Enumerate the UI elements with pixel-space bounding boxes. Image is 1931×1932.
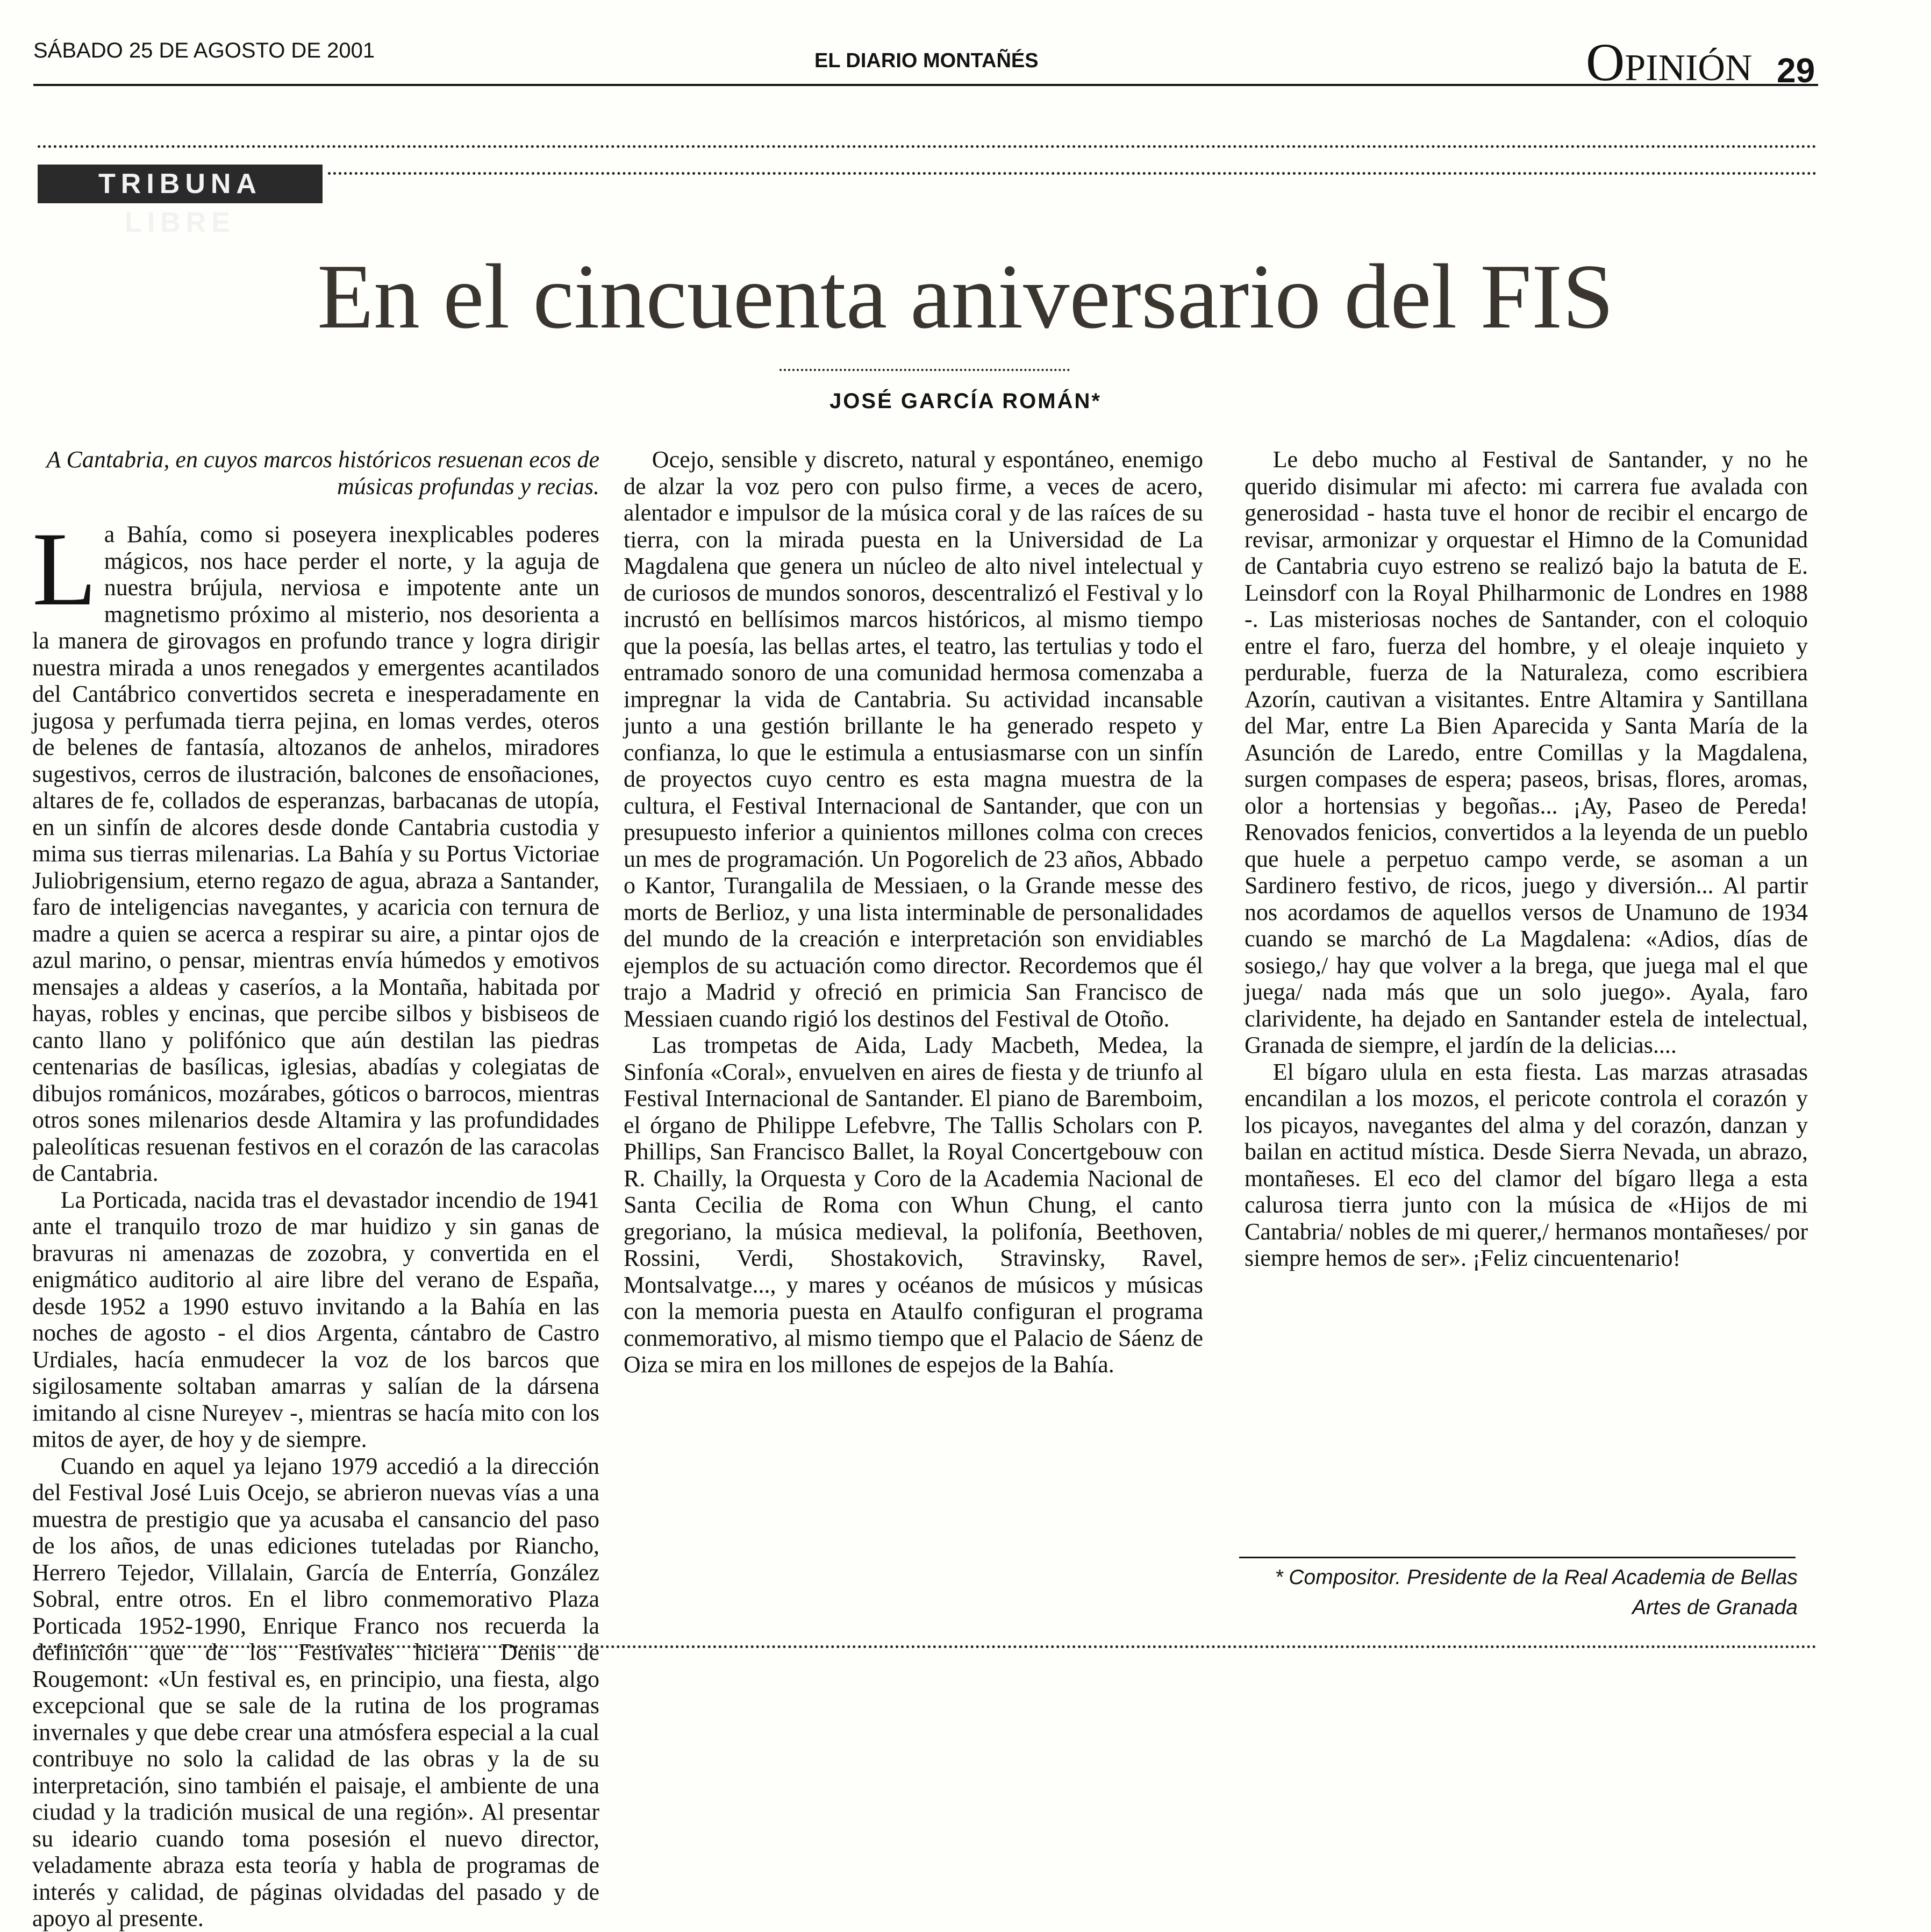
footnote-rule (1239, 1557, 1796, 1558)
paragraph: Le debo mucho al Festival de Santander, y no he querido disimular mi afecto: mi carrera fue avalada con generosidad - hasta tuve el honor de recibir el encargo de revisar, armonizar y orquestar el Himno de la Comunidad de Cantabria cuyo estreno se realizó bajo la batuta de E. Leinsdorf con la Royal Philharmonic de Londres en 1988 -. Las misteriosas noches de Santander, con el coloquio entre el faro, fuerza del hombre, y el oleaje inquieto y perdurable, fuerza de la Naturaleza, como escribiera Azorín, cautivan a visitantes. Entre Altamira y Santillana del Mar, entre La Bien Aparecida y Santa María de la Asunción de Laredo, entre Comillas y la Magdalena, surgen compases de espera; paseos, brisas, flores, aromas, olor a hortensias y begoñas... ¡Ay, Paseo de Pereda! Renovados fenicios, convertidos a la leyenda de un pueblo que huele a perpetuo campo verde, se asoman a un Sardinero festivo, de ricos, juego y diversión... Al partir nos acordamos de aquellos versos de Unamuno de 1934 cuando se marchó de La Magdalena: «Adios, días de sosiego,/ hay que volver a la brega, que juega mal el que juega/ nada más que un solo juego». Ayala, faro clarividente, ha dejado en Santander estela de intelectual, Granada de siempre, el jardín de la delicias.... (1245, 446, 1808, 1058)
column-2 (624, 446, 1203, 1378)
header-date: SÁBADO 25 DE AGOSTO DE 2001 (33, 39, 375, 62)
drop-cap: L (32, 511, 97, 628)
page-number: 29 (1777, 51, 1815, 90)
dedication: A Cantabria, en cuyos marcos históricos resuenan ecos de músicas profundas y recias. (46, 446, 599, 500)
header-rule (33, 84, 1818, 86)
dotted-separator-badge (328, 172, 1817, 175)
newspaper-name: EL DIARIO MONTAÑÉS (814, 49, 1039, 72)
column-1 (32, 446, 599, 1932)
author-footnote: * Compositor. Presidente de la Real Academia de Bellas Artes de Granada (1275, 1566, 1798, 1619)
paragraph: El bígaro ulula en esta fiesta. Las marzas atrasadas encandilan a los mozos, el pericote controla el corazón y los picayos, navegantes del alma y del corazón, danzan y bailan en actitud mística. Desde Sierra Nevada, un abrazo, montañeses. El eco del clamor del bígaro llega a esta calurosa tierra junto con la música de «Hijos de mi Cantabria/ nobles de mi querer,/ hermanos montañeses/ por siempre hemos de ser». ¡Feliz cincuentenario! (1245, 1058, 1808, 1271)
byline: JOSÉ GARCÍA ROMÁN* (829, 389, 1102, 413)
paragraph: La Porticada, nacida tras el devastador incendio de 1941 ante el tranquilo trozo de mar huidizo y sin ganas de bravuras ni amenazas de zozobra, y convertida en el enigmático auditorio al aire libre del verano de España, desde 1952 a 1990 estuvo invitando a la Bahía en las noches de agosto - el dios Argenta, cántabro de Castro Urdiales, hacía enmudecer la voz de los barcos que sigilosamente soltaban amarras y salían de la dársena imitando al cisne Nureyev -, mientras se hacía mito con los mitos de ayer, de hoy y de siempre. (32, 1186, 599, 1452)
dotted-separator-bottom (38, 1645, 1817, 1648)
section-title: Opinión (1586, 32, 1753, 92)
column-3 (1245, 446, 1808, 1272)
paragraph: Ocejo, sensible y discreto, natural y espontáneo, enemigo de alzar la voz pero con pulso firme, a veces de acero, alentador e impulsor de la música coral y de las raíces de su tierra, con la mirada puesta en la Universidad de La Magdalena que genera un núcleo de alto nivel intelectual y de curiosos de mundos sonoros, descentralizó el Festival y lo incrustó en bellísimos marcos históricos, al mismo tiempo que la poesía, las bellas artes, el teatro, las tertulias y todo el entramado sonoro de una comunidad hermosa comenzaba a impregnar la vida de Cantabria. Su actividad incansable junto a una gestión brillante le ha generado respeto y confianza, lo que le estimula a entusiasmarse con un sinfín de proyectos cuyo centro es esta magna muestra de la cultura, el Festival Internacional de Santander, que con un presupuesto inferior a quinientos millones colma con creces un mes de programación. Un Pogorelich de 23 años, Abbado o Kantor, Turangalila de Messiaen, o la Grande messe des morts de Berlioz, y una lista interminable de personalidades del mundo de la creación e interpretación son envidiables ejemplos de su actuación como director. Recordemos que él trajo a Madrid y ofreció en primicia San Francisco de Messiaen cuando rigió los destinos del Festival de Otoño. (624, 446, 1203, 1032)
dotted-separator-top (38, 145, 1817, 148)
paragraph: a Bahía, como si poseyera inexplicables poderes mágicos, nos hace perder el norte, y la aguja de nuestra brújula, nerviosa e impotente ante un magnetismo próximo al misterio, nos desorienta a la manera de girovagos en profundo trance y logra dirigir nuestra mirada a unos renegados y emergentes acantilados del Cantábrico convertidos secreta e inesperadamente en jugosa y perfumada tierra pejina, en lomas verdes, oteros de belenes de fantasía, altozanos de anhelos, miradores sugestivos, cerros de ilustración, balcones de ensoñaciones, altares de fe, collados de esperanzas, barbacanas de utopía, en un sinfín de alcores desde donde Cantabria custodia y mima sus tierras milenarias. La Bahía y su Portus Victoriae Juliobrigensium, eterno regazo de agua, abraza a Santander, faro de inteligencias navegantes, y acaricia con ternura de madre a quien se acerca a respirar su aire, a pintar ojos de azul marino, o pensar, mientras envía húmedos y emotivos mensajes a aldeas y caseríos, a la Montaña, habitada por hayas, robles y encinas, que percibe silbos y bisbiseos de canto llano y polifónico que aún destilan las piedras centenarias de basílicas, iglesias, abadías y colegiatas de dibujos románicos, mozárabes, góticos o barrocos, mientras otros sones milenarios desde Altamira y las profundidades paleolíticas resuenan festivos en el corazón de las caracolas de Cantabria. (32, 521, 599, 1186)
article-title: En el cincuenta aniversario del FIS (317, 246, 1614, 348)
article-body (0, 446, 1931, 1931)
tribuna-libre-badge: TRIBUNA LIBRE (38, 165, 323, 203)
paragraph: Cuando en aquel ya lejano 1979 accedió a la dirección del Festival José Luis Ocejo, se abrieron nuevas vías a una muestra de prestigio que ya acusaba el cansancio del paso de los años, de unas ediciones tuteladas por Riancho, Herrero Tejedor, Villalain, García de Enterría, González Sobral, entre otros. En el libro conmemorativo Plaza Porticada 1952-1990, Enrique Franco nos recuerda la definición que de los Festivales hiciera Denis de Rougemont: «Un festival es, en principio, una fiesta, algo excepcional que se sale de la rutina de los programas invernales y que debe crear una atmósfera especial a la cual contribuye no solo la calidad de las obras y la de su interpretación, sino también el paisaje, el ambiente de una ciudad y la tradición musical de una región». Al presentar su ideario cuando toma posesión el nuevo director, veladamente abraza esta teoría y habla de programas de interés y calidad, de páginas olvidadas del pasado y de apoyo al presente. (32, 1452, 599, 1931)
title-dotted-rule (779, 369, 1070, 371)
paragraph: Las trompetas de Aida, Lady Macbeth, Medea, la Sinfonía «Coral», envuelven en aires de fiesta y de triunfo al Festival Internacional de Santander. El piano de Baremboim, el órgano de Philippe Lefebvre, The Tallis Scholars con P. Phillips, San Francisco Ballet, la Royal Concertgebouw con R. Chailly, la Orquesta y Coro de la Academia Nacional de Santa Cecilia de Roma con Whun Chung, el canto gregoriano, la música medieval, la polifonía, Beethoven, Rossini, Verdi, Shostakovich, Stravinsky, Ravel, Montsalvatge..., y mares y océanos de músicos y músicas con la memoria puesta en Ataulfo configuran el programa conmemorativo, al mismo tiempo que el Palacio de Sáenz de Oiza se mira en los millones de espejos de la Bahía. (624, 1032, 1203, 1378)
